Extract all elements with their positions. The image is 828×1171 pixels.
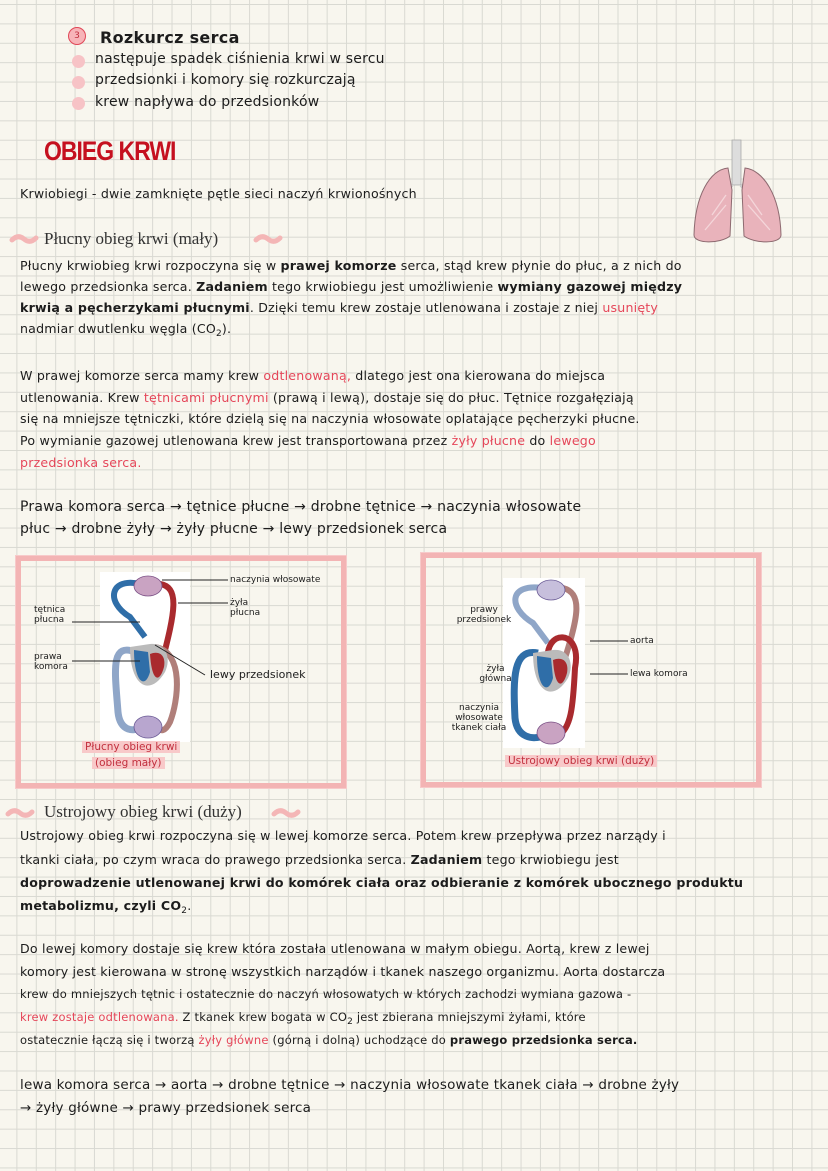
text-segment: jest zbierana mniejszymi żyłami, które: [353, 1010, 586, 1024]
text-segment: . Dzięki temu krew zostaje utlenowana i zostaje z niej: [249, 300, 603, 315]
bold-text: metabolizmu, czyli CO: [20, 898, 182, 913]
highlighted-text: żyły płucne: [451, 433, 526, 448]
bold-text: wymiany gazowej między: [497, 279, 683, 294]
diagram-caption: Płucny obieg krwi: [82, 741, 180, 753]
systemic-circulation-diagram: [503, 578, 585, 748]
systemic-diagram-frame: [421, 553, 761, 787]
highlighted-text: krew zostaje odtlenowana.: [20, 1010, 179, 1024]
bold-text: krwią a pęcherzykami płucnymi: [20, 300, 250, 315]
text-segment: do: [525, 433, 550, 448]
text-segment: W prawej komorze serca mamy krew: [20, 368, 264, 383]
text-segment: dlatego jest ona kierowana do miejsca: [351, 368, 606, 383]
highlighted-text: lewego: [549, 433, 596, 448]
bold-text: prawego przedsionka serca.: [449, 1033, 638, 1047]
text-segment: tkanki ciała, po czym wraca do prawego przedsionka serca.: [20, 852, 411, 867]
paragraph-line: [20, 898, 191, 919]
paragraph-line: [20, 1032, 638, 1048]
diagram-caption: (obieg mały): [92, 757, 165, 769]
bold-text: prawej komorze: [280, 258, 397, 273]
text-segment: utlenowania. Krew: [20, 390, 144, 405]
label-right-ventricle: prawa komora: [34, 652, 68, 672]
text-segment: Prawa komora serca → tętnice płucne → drobne tętnice → naczynia włosowate: [20, 499, 582, 515]
text-segment: Po wymianie gazowej utlenowana krew jest transportowana przez: [20, 433, 452, 448]
label-pulmonary-vein: żyła płucna: [230, 598, 261, 618]
diagram-caption: Ustrojowy obieg krwi (duży): [505, 755, 657, 767]
text-segment: Krwiobiegi - dwie zamknięte pętle sieci naczyń krwionośnych: [20, 186, 417, 201]
text-segment: Płucny krwiobieg krwi rozpoczyna się w: [20, 258, 281, 273]
pulmonary-heading: Płucny obieg krwi (mały): [44, 229, 219, 248]
highlighted-text: tętnicami płucnymi: [143, 390, 269, 405]
bullet-text: przedsionki i komory się rozkurczają: [95, 72, 356, 88]
label-capillaries: naczynia włosowate: [230, 575, 321, 585]
text-segment: ).: [221, 321, 232, 336]
paragraph-line: [20, 1009, 586, 1030]
text-segment: komory jest kierowana w stronę wszystkich narządów i tkanek naszego organizmu. Aorta dostarcza: [20, 964, 666, 979]
squiggle-decoration-icon: [272, 808, 298, 818]
flow-line: [20, 1100, 311, 1116]
label-left-ventricle: lewa komora: [630, 669, 688, 679]
paragraph-line: [20, 941, 650, 957]
text-segment: (prawą i lewą), dostaje się do płuc. Tętnice rozgałęziają: [268, 390, 634, 405]
text-segment: nadmiar dwutlenku węgla (CO: [20, 321, 216, 336]
bold-text: Zadaniem: [410, 852, 483, 867]
bold-text: doprowadzenie utlenowanej krwi do komórek ciała oraz odbieranie z komórek ubocznego produktu: [20, 875, 744, 890]
text-segment: Ustrojowy obieg krwi rozpoczyna się w lewej komorze serca. Potem krew przepływa przez narządy i: [20, 828, 666, 843]
text-segment: tego krwiobiegu jest: [482, 852, 619, 867]
label-pulmonary-artery: tętnica płucna: [34, 605, 66, 625]
label-right-atrium: prawy przedsionek: [456, 605, 512, 625]
label-vena-cava: żyła główna: [479, 664, 512, 684]
paragraph-line: [20, 852, 619, 868]
step-number-badge: 3: [68, 27, 86, 45]
text-segment: płuc → drobne żyły → żyły płucne → lewy przedsionek serca: [20, 521, 448, 537]
highlighted-text: usunięty: [602, 300, 659, 315]
main-title: OBIEG KRWI: [44, 135, 176, 166]
bullet-text: krew napływa do przedsionków: [95, 94, 320, 110]
subscript-text: 2: [347, 1017, 354, 1027]
text-segment: lewa komora serca → aorta → drobne tętnice → naczynia włosowate tkanek ciała → drobne żyły: [20, 1077, 680, 1093]
section-title: Rozkurcz serca: [100, 28, 240, 47]
paragraph-line: [20, 964, 665, 980]
text-segment: Z tkanek krew bogata w CO: [178, 1010, 348, 1024]
label-aorta: aorta: [630, 636, 654, 646]
paragraph-line: [20, 875, 743, 891]
subscript-text: 2: [181, 906, 188, 916]
squiggle-decoration-icon: [6, 808, 32, 818]
paragraph-line: [20, 986, 631, 1002]
highlighted-text: odtlenowaną,: [263, 368, 352, 383]
systemic-heading: Ustrojowy obieg krwi (duży): [44, 802, 242, 821]
paragraph-line: [20, 828, 666, 844]
text-segment: się na mniejsze tętniczki, które dzielą się na naczynia włosowate oplatające pęcherzyki płucne.: [20, 411, 640, 426]
flow-line: [20, 1077, 679, 1093]
text-segment: → żyły główne → prawy przedsionek serca: [20, 1100, 312, 1116]
text-segment: ostatecznie łączą się i tworzą: [20, 1033, 199, 1047]
text-segment: Do lewej komory dostaje się krew która została utlenowana w małym obiegu. Aortą, krew z lewej: [20, 941, 650, 956]
label-left-atrium: lewy przedsionek: [210, 668, 306, 681]
highlighted-text: żyły główne: [198, 1033, 269, 1047]
text-segment: krew do mniejszych tętnic i ostatecznie do naczyń włosowatych w których zachodzi wymiana gazowa -: [20, 987, 632, 1001]
text-segment: .: [187, 898, 192, 913]
highlighted-text: przedsionka serca.: [20, 455, 142, 470]
bold-text: Zadaniem: [196, 279, 268, 294]
text-segment: tego krwiobiegu jest umożliwienie: [267, 279, 498, 294]
text-segment: lewego przedsionka serca.: [20, 279, 197, 294]
text-segment: serca, stąd krew płynie do płuc, a z nich do: [396, 258, 682, 273]
subscript-text: 2: [215, 329, 222, 339]
bullet-text: następuje spadek ciśnienia krwi w sercu: [95, 51, 385, 67]
text-segment: (górną i dolną) uchodzące do: [268, 1033, 450, 1047]
label-tissue-capillaries: naczynia włosowate tkanek ciała: [451, 703, 507, 733]
